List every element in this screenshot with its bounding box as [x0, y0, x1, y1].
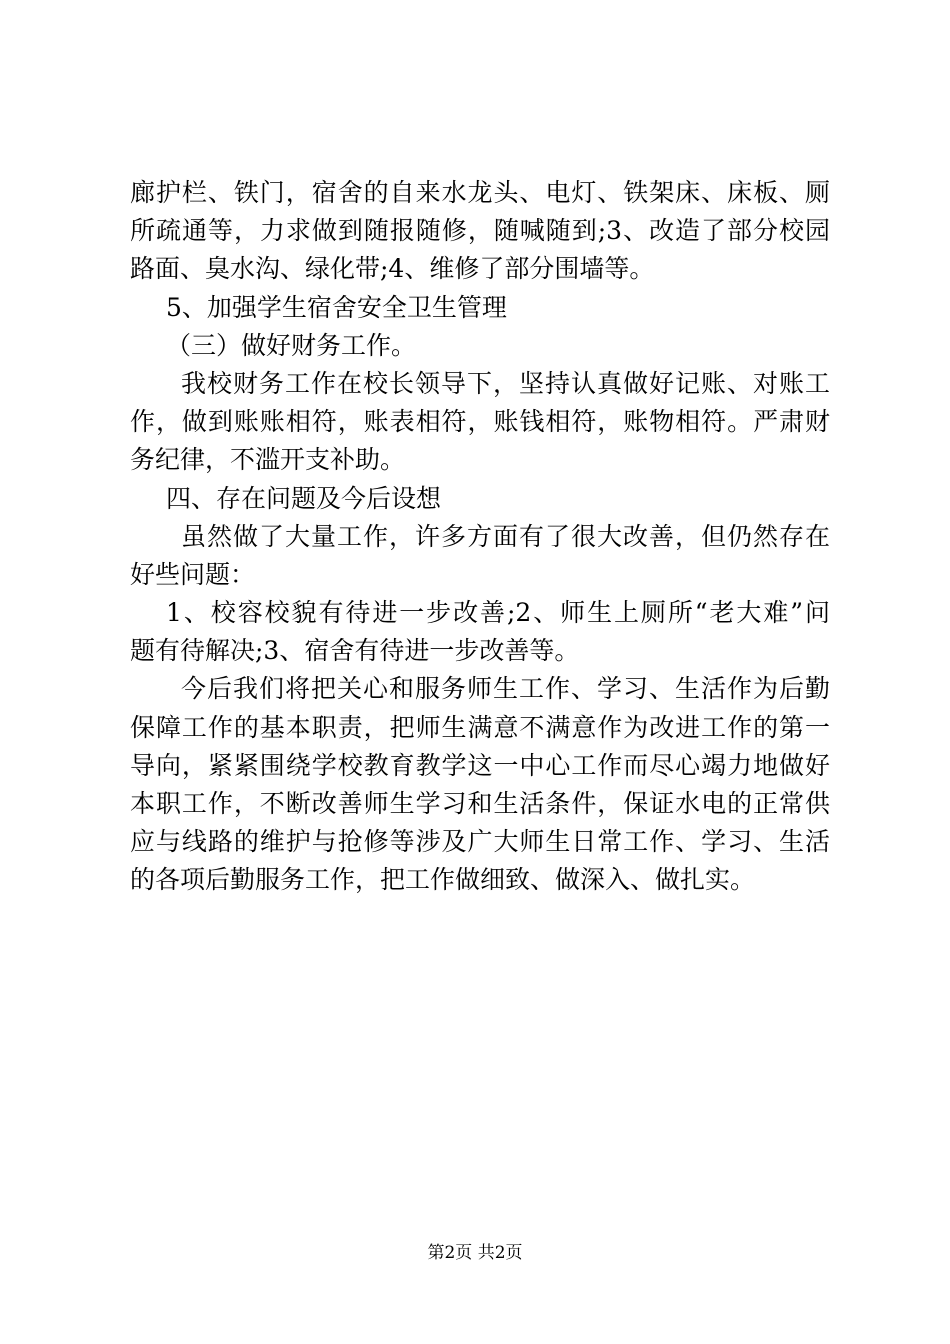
text-line: 我校财务工作在校长领导下，坚持认真做好记账、对账工	[181, 368, 830, 398]
text-line: 作，做到账账相符，账表相符，账钱相符，账物相符。严肃财	[130, 407, 830, 437]
text-line: 虽然做了大量工作，许多方面有了很大改善，但仍然存在	[181, 521, 830, 551]
page-number-footer: 第2页 共2页	[427, 1243, 523, 1263]
text-line: 路面、臭水沟、绿化带;4、维修了部分围墙等。	[130, 254, 655, 284]
text-line: 1、校容校貌有待进一步改善;2、师生上厕所“老大难”问	[166, 598, 830, 628]
section-heading: 5、加强学生宿舍安全卫生管理	[166, 292, 507, 322]
text-line: 务纪律，不滥开支补助。	[130, 445, 406, 475]
text-line: 所疏通等，力求做到随报随修，随喊随到;3、改造了部分校园	[130, 216, 830, 246]
section-heading: （三）做好财务工作。	[166, 330, 417, 360]
text-line: 保障工作的基本职责，把师生满意不满意作为改进工作的第一	[130, 712, 830, 742]
text-line: 题有待解决;3、宿舍有待进一步改善等。	[130, 636, 580, 666]
document-body	[130, 174, 830, 900]
text-line: 廊护栏、铁门，宿舍的自来水龙头、电灯、铁架床、床板、厕	[130, 178, 830, 207]
text-line: 应与线路的维护与抢修等涉及广大师生日常工作、学习、生活	[130, 827, 830, 857]
text-line: 好些问题：	[130, 559, 256, 589]
section-heading: 四、存在问题及今后设想	[166, 483, 442, 513]
text-line: 的各项后勤服务工作，把工作做细致、做深入、做扎实。	[130, 865, 756, 895]
text-line: 今后我们将把关心和服务师生工作、学习、生活作为后勤	[181, 674, 830, 704]
text-line: 导向，紧紧围绕学校教育教学这一中心工作而尽心竭力地做好	[130, 750, 830, 780]
text-line: 本职工作，不断改善师生学习和生活条件，保证水电的正常供	[130, 789, 830, 818]
